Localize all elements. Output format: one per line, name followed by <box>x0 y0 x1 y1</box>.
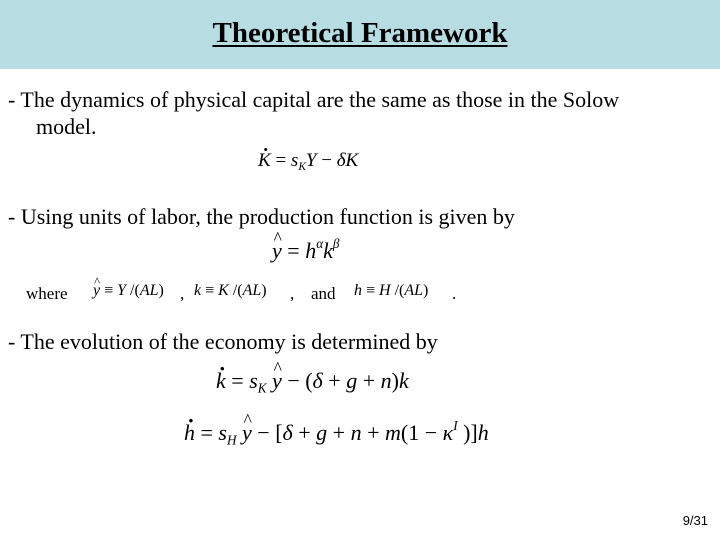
equation-capital-dynamics: · $K = s_KY - \delta K$ <box>258 150 358 173</box>
bullet-text: - Using units of labor, the production function is given by <box>8 204 515 229</box>
definition-y-hat: ^ y ≡ Y /(AL) <box>93 282 164 300</box>
and-label: and <box>311 284 336 303</box>
comma-separator: , <box>290 284 295 303</box>
bullet-production-function <box>8 203 515 230</box>
page-number: 9/31 <box>682 513 708 528</box>
equation-production: ^ $y = h^\alpha k^\beta$ <box>272 236 339 264</box>
period: . <box>452 284 457 303</box>
equation-h-evolution: · $h = s_H$ ^ $y - [\delta + g + n + m(1 - \kappa^I$ )]h <box>184 418 489 449</box>
bullet-economy-evolution <box>8 328 438 355</box>
title-bar <box>0 0 720 69</box>
equation-k-evolution: · $k = s_K$ ^ y − (δ + g + n)k <box>216 368 409 397</box>
definition-h: h ≡ H /(AL) <box>354 282 429 299</box>
bullet-capital-dynamics <box>8 86 619 140</box>
where-label: where <box>26 284 68 303</box>
bullet-text: - The dynamics of physical capital are the same as those in the Solow <box>8 87 620 112</box>
bullet-text: - The evolution of the economy is determined by <box>8 329 438 354</box>
slide-title: Theoretical Framework <box>212 17 508 49</box>
comma-separator: , <box>180 284 185 303</box>
bullet-text-continued: model. <box>36 114 97 139</box>
definition-k: k ≡ K /(AL) <box>194 282 267 299</box>
